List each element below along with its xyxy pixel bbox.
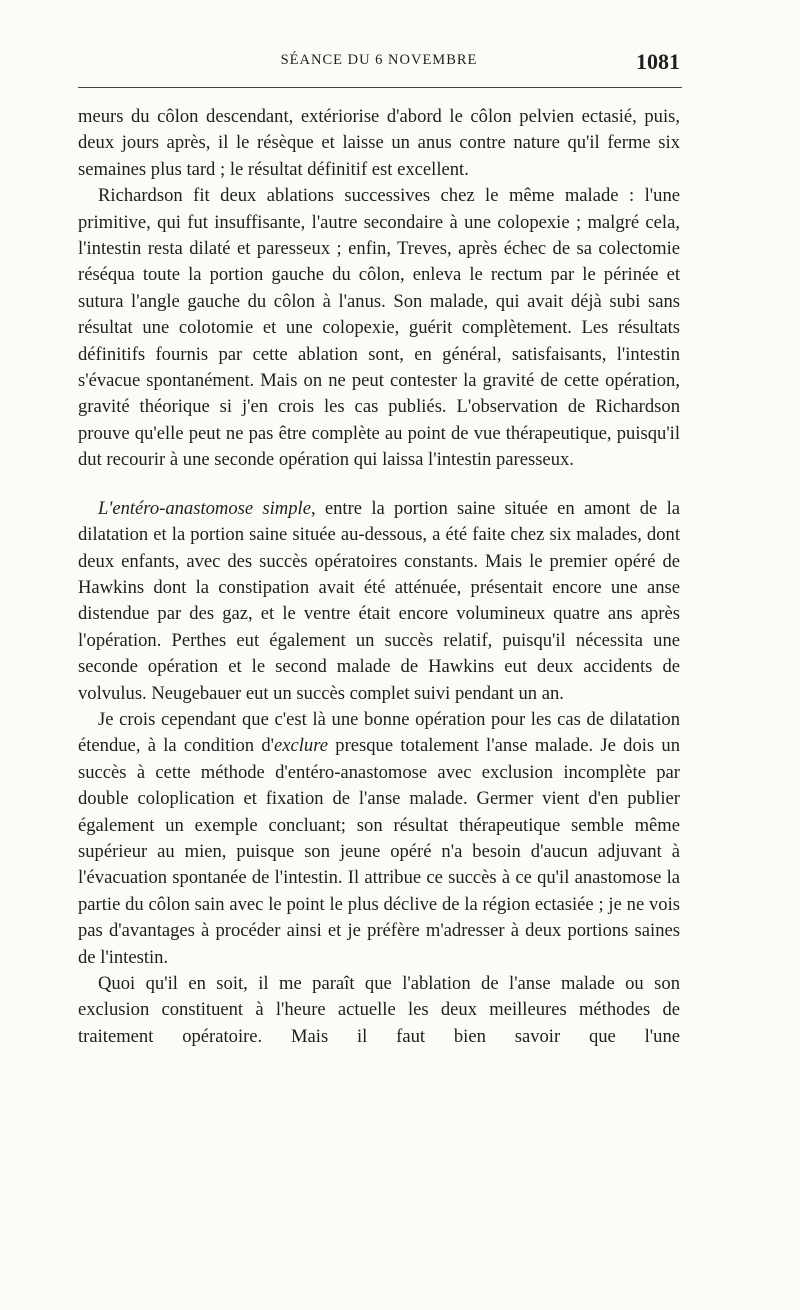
page-header bbox=[78, 50, 680, 76]
paragraph-3-lead-italic: L'entéro-anastomose simple bbox=[98, 497, 311, 519]
body-text bbox=[78, 104, 680, 1050]
paragraph-4-italic: exclure bbox=[274, 735, 329, 757]
header-rule bbox=[78, 87, 682, 88]
paragraph-1: meurs du côlon descendant, extériorise d'abord le côlon pelvien ectasié, puis, deux jours après, il le résèque et laisse un anus contre nature qu'il ferme six semaines plus tard ; le résultat définitif est excellent. bbox=[78, 106, 680, 180]
paragraph-3 bbox=[78, 496, 680, 707]
paragraph-2: Richardson fit deux ablations successives chez le même malade : l'une primitive, qui fut insuffisante, l'autre secondaire à une colopexie ; malgré cela, l'intestin resta dilaté et paresseux ; enfin, Treves, après échec de sa colectomie réséqua toute la portion gauche du côlon, enleva le rectum par le périnée et sutura l'angle gauche du côlon à l'anus. Son malade, qui avait déjà subi sans résultat une colotomie et une colopexie, guérit complètement. Les résultats définitifs fournis par cette ablation sont, en général, satisfaisants, l'intestin s'évacue spontanément. Mais on ne peut contester la gravité de cette opération, gravité théorique si j'en crois les cas publiés. L'observation de Richardson prouve qu'elle peut ne pas être complète au point de vue thérapeutique, puisqu'il dut recourir à une seconde opération qui laissa l'intestin paresseux. bbox=[78, 185, 680, 471]
paragraph-5: Quoi qu'il en soit, il me paraît que l'ablation de l'anse malade ou son exclusion constituent à l'heure actuelle les deux meilleures méthodes de traitement opératoire. Mais il faut bien savoir que l'une bbox=[78, 973, 680, 1047]
page-number: 1081 bbox=[636, 49, 680, 74]
paragraph-4-text-after: presque totalement l'anse malade. Je dois un succès à cette méthode d'entéro-anastomose avec exclusion incomplète par double coloplication et fixation de l'anse malade. Germer vient d'en publier également un exemple concluant; son résultat thérapeutique semble même supérieur au mien, puisque son jeune opéré n'a besoin d'aucun adjuvant à l'évacuation spontanée de l'intestin. Il attribue ce succès à ce qu'il anastomose la partie du côlon sain avec le point le plus déclive de la région ectasiée ; je ne vois pas d'avantages à procéder ainsi et je préfère m'adresser à deux portions saines de l'intestin. bbox=[78, 735, 680, 968]
paragraph-3-text: , entre la portion saine située en amont de la dilatation et la portion saine située au-dessous, a été faite chez six malades, dont deux enfants, avec des succès opératoires constants. Mais le premier opéré de Hawkins dont la constipation avait été atténuée, présentait encore une anse distendue par des gaz, et le ventre était encore volumineux quatre ans après l'opération. Perthes eut également un succès relatif, puisqu'il nécessita une seconde opération et le second malade de Hawkins eut deux accidents de volvulus. Neugebauer eut un succès complet suivi pendant un an. bbox=[78, 497, 680, 704]
paragraph-4 bbox=[78, 707, 680, 971]
running-head: SÉANCE DU 6 NOVEMBRE bbox=[280, 52, 478, 68]
paragraph-gap bbox=[78, 474, 680, 496]
paragraph-4-text-before: Je crois cependant que c'est là une bonne opération pour les cas de dilatation étendue, à la condition d' bbox=[78, 708, 680, 757]
